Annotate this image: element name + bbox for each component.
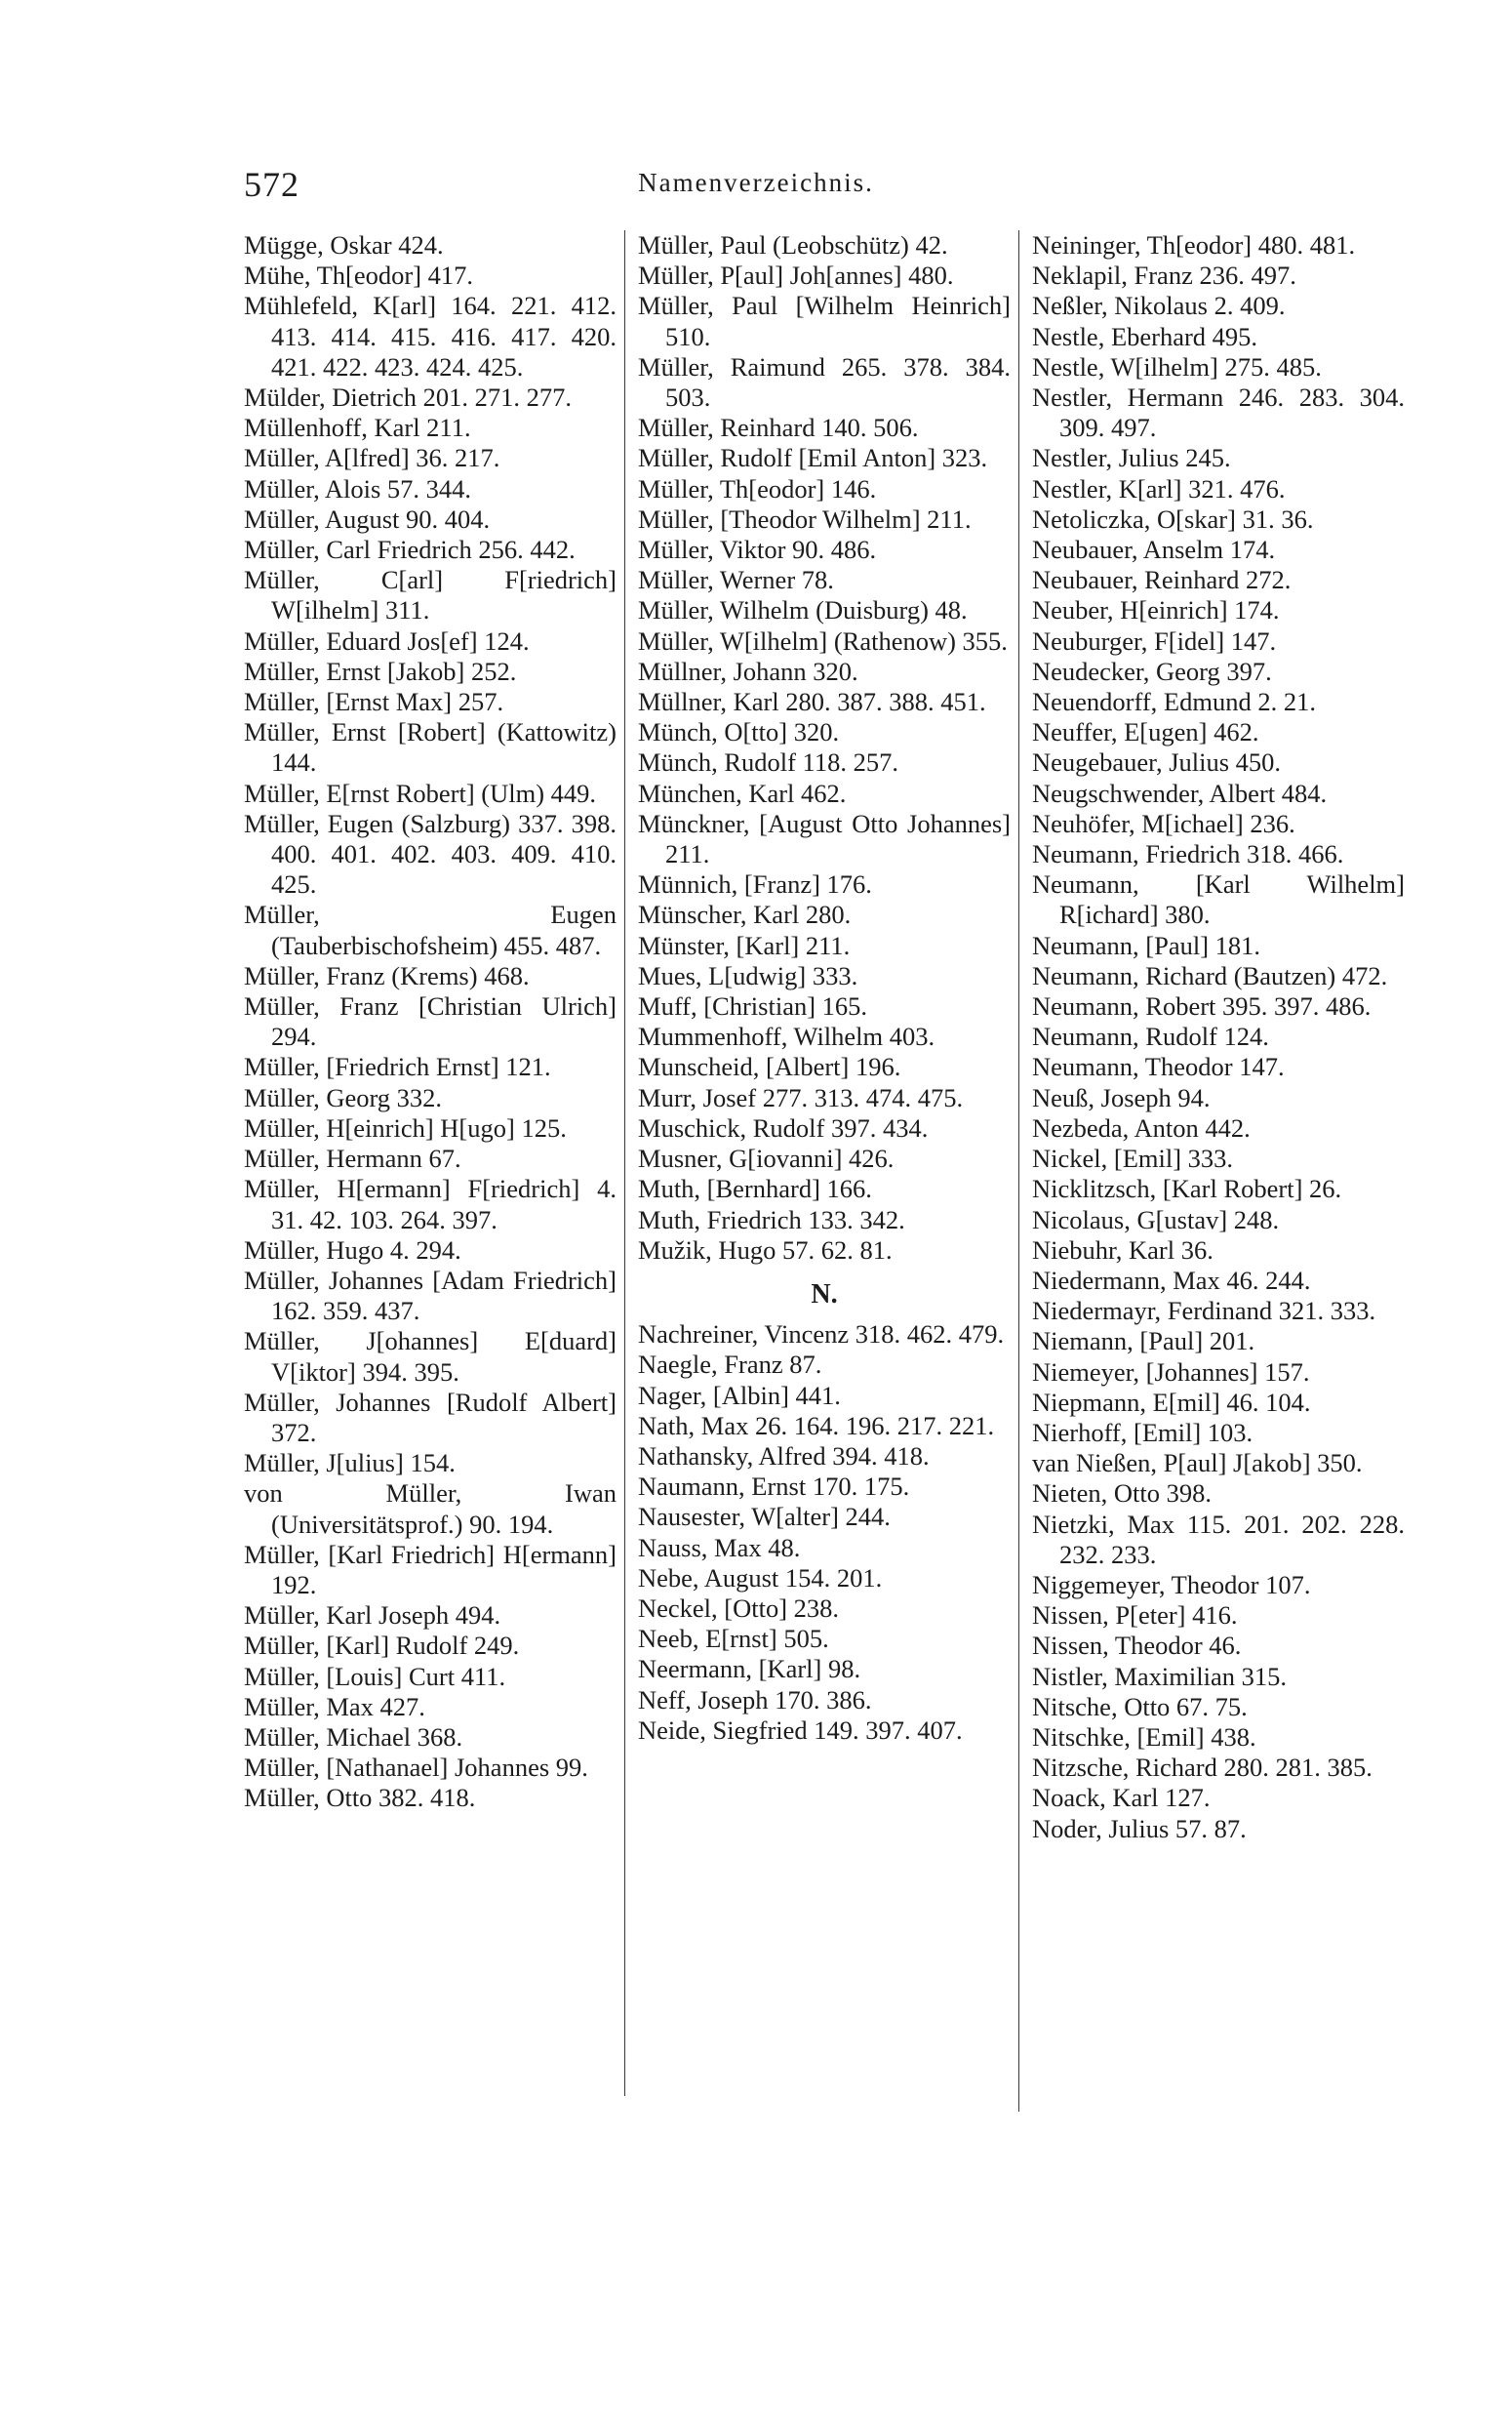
index-entry: Müllner, Johann 320.	[638, 656, 858, 686]
index-entry: Neuffer, E[ugen] 462.	[1032, 717, 1259, 747]
index-entry: Neininger, Th[eodor] 480. 481.	[1032, 230, 1356, 260]
index-entry: Müller, Hermann 67.	[244, 1144, 461, 1174]
index-entry: Neuburger, F[idel] 147.	[1032, 625, 1277, 656]
index-entry: Neeb, E[rnst] 505.	[638, 1624, 829, 1654]
index-entry: Münnich, [Franz] 176.	[638, 869, 872, 900]
index-entry: Müller, Karl Joseph 494.	[244, 1600, 501, 1631]
index-entry: Müller, Paul [Wilhelm Heinrich] 510.	[638, 291, 1011, 351]
index-entry: Neubauer, Reinhard 272.	[1032, 565, 1292, 595]
index-entry: Nezbeda, Anton 442.	[1032, 1112, 1251, 1143]
index-entry: Neubauer, Anselm 174.	[1032, 535, 1276, 565]
index-entry: Müllenhoff, Karl 211.	[244, 413, 471, 443]
index-entry: Müller, H[einrich] H[ugo] 125.	[244, 1112, 567, 1143]
index-entry: Müller, H[ermann] F[riedrich] 4. 31. 42. 103. 264. 397.	[244, 1174, 617, 1234]
index-entry: Müller, Johannes [Rudolf Albert] 372.	[244, 1387, 617, 1447]
index-entry: Münch, Rudolf 118. 257.	[638, 747, 898, 778]
index-entry: Müller, Raimund 265. 378. 384. 503.	[638, 351, 1011, 413]
running-head: Namenverzeichnis.	[638, 168, 874, 197]
index-entry: Nierhoff, [Emil] 103.	[1032, 1417, 1253, 1447]
index-entry: Müller, Wilhelm (Duisburg) 48.	[638, 595, 968, 625]
index-entry: Nauss, Max 48.	[638, 1532, 801, 1562]
index-entry: Mužik, Hugo 57. 62. 81.	[638, 1234, 893, 1265]
index-entry: Mues, L[udwig] 333.	[638, 960, 858, 990]
index-entry: Müller, Georg 332.	[244, 1082, 443, 1112]
index-entry: Naegle, Franz 87.	[638, 1350, 822, 1380]
index-entry: Nachreiner, Vincenz 318. 462. 479.	[638, 1319, 1005, 1350]
index-entry: Nissen, Theodor 46.	[1032, 1631, 1242, 1661]
index-entry: Niemann, [Paul] 201.	[1032, 1326, 1255, 1356]
index-entry: Müller, Viktor 90. 486.	[638, 535, 877, 565]
index-entry: Müller, Reinhard 140. 506.	[638, 413, 919, 443]
index-entry: Munscheid, [Albert] 196.	[638, 1052, 901, 1082]
index-entry: München, Karl 462.	[638, 778, 847, 808]
index-entry: Müller, [Theodor Wilhelm] 211.	[638, 504, 972, 534]
index-entry: Müller, August 90. 404.	[244, 504, 491, 534]
index-entry: Niebuhr, Karl 36.	[1032, 1234, 1214, 1265]
index-entry: Münckner, [August Otto Johannes] 211.	[638, 808, 1011, 869]
index-entry: Mülder, Dietrich 201. 271. 277.	[244, 383, 573, 413]
index-entry: Nitschke, [Emil] 438.	[1032, 1721, 1256, 1752]
index-entry: Neumann, Robert 395. 397. 486.	[1032, 991, 1372, 1022]
index-entry: Neugebauer, Julius 450.	[1032, 747, 1282, 778]
index-entry: Müller, Johannes [Adam Friedrich] 162. 359. 437.	[244, 1265, 617, 1326]
index-entry: Niepmann, E[mil] 46. 104.	[1032, 1387, 1311, 1417]
index-entry: Müller, Franz (Krems) 468.	[244, 960, 530, 990]
index-entry: Müller, Paul (Leobschütz) 42.	[638, 230, 948, 260]
index-entry: Müller, C[arl] F[riedrich] W[ilhelm] 311.	[244, 565, 617, 625]
index-entry: Müller, Ernst [Robert] (Kattowitz) 144.	[244, 717, 617, 778]
index-entry: Müller, Max 427.	[244, 1691, 425, 1721]
index-entry: Muth, [Bernhard] 166.	[638, 1174, 872, 1204]
index-entry: Neuhöfer, M[ichael] 236.	[1032, 808, 1295, 838]
index-entry: Nebe, August 154. 201.	[638, 1562, 883, 1593]
index-entry: Neklapil, Franz 236. 497.	[1032, 261, 1296, 291]
index-entry: Müller, [Louis] Curt 411.	[244, 1661, 506, 1691]
index-entry: Nager, [Albin] 441.	[638, 1380, 841, 1410]
index-entry: Müller, Ernst [Jakob] 252.	[244, 656, 517, 686]
index-entry: Niedermann, Max 46. 244.	[1032, 1265, 1311, 1295]
index-entry: Müller, Eugen (Tauberbischofsheim) 455. 487.	[244, 900, 617, 960]
page-number: 572	[244, 165, 299, 204]
index-entry: Naumann, Ernst 170. 175.	[638, 1472, 910, 1502]
index-entry: Neumann, Friedrich 318. 466.	[1032, 839, 1344, 869]
index-entry: Nestler, K[arl] 321. 476.	[1032, 473, 1286, 504]
index-entry: Muth, Friedrich 133. 342.	[638, 1204, 905, 1234]
index-entry: Mühe, Th[eodor] 417.	[244, 261, 474, 291]
index-entry: Nathansky, Alfred 394. 418.	[638, 1440, 930, 1471]
index-entry: Müller, Carl Friedrich 256. 442.	[244, 535, 576, 565]
index-entry: Niggemeyer, Theodor 107.	[1032, 1569, 1311, 1599]
index-entry: Neudecker, Georg 397.	[1032, 656, 1272, 686]
index-entry: Nistler, Maximilian 315.	[1032, 1661, 1287, 1691]
index-entry: Mügge, Oskar 424.	[244, 230, 444, 260]
index-entry: Nestle, W[ilhelm] 275. 485.	[1032, 351, 1322, 382]
index-entry: Neckel, [Otto] 238.	[638, 1593, 840, 1623]
index-entry: Musner, G[iovanni] 426.	[638, 1144, 895, 1174]
index-entry: Neßler, Nikolaus 2. 409.	[1032, 291, 1286, 321]
index-entry: Noder, Julius 57. 87.	[1032, 1813, 1247, 1843]
index-entry: Netoliczka, O[skar] 31. 36.	[1032, 504, 1314, 534]
index-entry: Müller, Hugo 4. 294.	[244, 1234, 461, 1265]
index-column-3	[1032, 230, 1405, 1844]
index-column-1	[244, 230, 617, 1814]
index-entry: Müller, [Nathanael] Johannes 99.	[244, 1753, 588, 1783]
index-entry: Neuß, Joseph 94.	[1032, 1082, 1211, 1112]
index-entry: Mühlefeld, K[arl] 164. 221. 412. 413. 414. 415. 416. 417. 420. 421. 422. 423. 424. 425.	[244, 291, 617, 382]
index-entry: Nieten, Otto 398.	[1032, 1478, 1212, 1509]
index-entry: Müller, Alois 57. 344.	[244, 473, 472, 504]
index-entry: von Müller, Iwan (Universitätsprof.) 90. 194.	[244, 1478, 617, 1539]
index-entry: Muff, [Christian] 165.	[638, 991, 868, 1022]
index-entry: Müller, [Karl Friedrich] H[ermann] 192.	[244, 1539, 617, 1599]
index-entry: Muschick, Rudolf 397. 434.	[638, 1112, 929, 1143]
index-entry: van Nießen, P[aul] J[akob] 350.	[1032, 1448, 1363, 1478]
index-entry: Niedermayr, Ferdinand 321. 333.	[1032, 1296, 1376, 1326]
index-entry: Neumann, [Karl Wilhelm] R[ichard] 380.	[1032, 869, 1405, 930]
index-entry: Nicolaus, G[ustav] 248.	[1032, 1204, 1280, 1234]
index-entry: Nestle, Eberhard 495.	[1032, 321, 1258, 351]
index-entry: Neff, Joseph 170. 386.	[638, 1684, 872, 1714]
index-entry: Nestler, Hermann 246. 283. 304. 309. 497.	[1032, 383, 1405, 443]
letter-heading: N.	[811, 1278, 838, 1310]
index-entry: Müller, Th[eodor] 146.	[638, 473, 877, 504]
index-column-2	[638, 230, 1011, 1746]
index-entry: Neumann, Theodor 147.	[1032, 1052, 1285, 1082]
index-entry: Nickel, [Emil] 333.	[1032, 1144, 1234, 1174]
index-entry: Müller, P[aul] Joh[annes] 480.	[638, 261, 954, 291]
index-entry: Nestler, Julius 245.	[1032, 443, 1231, 473]
index-entry: Neuber, H[einrich] 174.	[1032, 595, 1280, 625]
index-entry: Nietzki, Max 115. 201. 202. 228. 232. 233.	[1032, 1509, 1405, 1569]
index-entry: Müller, Eugen (Salzburg) 337. 398. 400. 401. 402. 403. 409. 410. 425.	[244, 808, 617, 900]
index-entry: Müllner, Karl 280. 387. 388. 451.	[638, 687, 986, 717]
index-entry: Nissen, P[eter] 416.	[1032, 1600, 1238, 1631]
index-entry: Neumann, Richard (Bautzen) 472.	[1032, 960, 1388, 990]
index-entry: Münster, [Karl] 211.	[638, 930, 851, 960]
index-entry: Müller, E[rnst Robert] (Ulm) 449.	[244, 778, 597, 808]
index-entry: Niemeyer, [Johannes] 157.	[1032, 1356, 1310, 1387]
index-entry: Müller, Franz [Christian Ulrich] 294.	[244, 991, 617, 1052]
index-entry: Müller, [Ernst Max] 257.	[244, 687, 504, 717]
index-entry: Müller, Eduard Jos[ef] 124.	[244, 625, 530, 656]
index-entry: Müller, Otto 382. 418.	[244, 1783, 476, 1813]
index-entry: Mummenhoff, Wilhelm 403.	[638, 1022, 935, 1052]
index-entry: Müller, [Karl] Rudolf 249.	[244, 1631, 520, 1661]
index-entry: Murr, Josef 277. 313. 474. 475.	[638, 1082, 964, 1112]
index-entry: Münscher, Karl 280.	[638, 900, 852, 930]
index-entry: Nitsche, Otto 67. 75.	[1032, 1691, 1248, 1721]
index-entry: Müller, J[ulius] 154.	[244, 1448, 456, 1478]
column-divider	[1018, 230, 1019, 2112]
index-entry: Neumann, [Paul] 181.	[1032, 930, 1261, 960]
column-divider	[624, 230, 625, 2096]
index-entry: Neugschwender, Albert 484.	[1032, 778, 1328, 808]
index-entry: Nath, Max 26. 164. 196. 217. 221.	[638, 1410, 995, 1440]
index-entry: Müller, J[ohannes] E[duard] V[iktor] 394. 395.	[244, 1326, 617, 1387]
index-entry: Münch, O[tto] 320.	[638, 717, 840, 747]
index-entry: Neumann, Rudolf 124.	[1032, 1022, 1269, 1052]
index-entry: Müller, [Friedrich Ernst] 121.	[244, 1052, 551, 1082]
index-entry: Neide, Siegfried 149. 397. 407.	[638, 1714, 963, 1745]
index-entry: Müller, W[ilhelm] (Rathenow) 355.	[638, 625, 1008, 656]
index-entry: Nicklitzsch, [Karl Robert] 26.	[1032, 1174, 1342, 1204]
index-entry: Nausester, W[alter] 244.	[638, 1502, 891, 1532]
index-entry: Müller, Michael 368.	[244, 1721, 463, 1752]
index-entry: Neermann, [Karl] 98.	[638, 1654, 861, 1684]
index-entry: Neuendorff, Edmund 2. 21.	[1032, 687, 1316, 717]
index-entry: Noack, Karl 127.	[1032, 1783, 1211, 1813]
index-entry: Müller, Rudolf [Emil Anton] 323.	[638, 443, 988, 473]
index-entry: Müller, A[lfred] 36. 217.	[244, 443, 500, 473]
index-entry: Nitzsche, Richard 280. 281. 385.	[1032, 1753, 1373, 1783]
index-entry: Müller, Werner 78.	[638, 565, 834, 595]
